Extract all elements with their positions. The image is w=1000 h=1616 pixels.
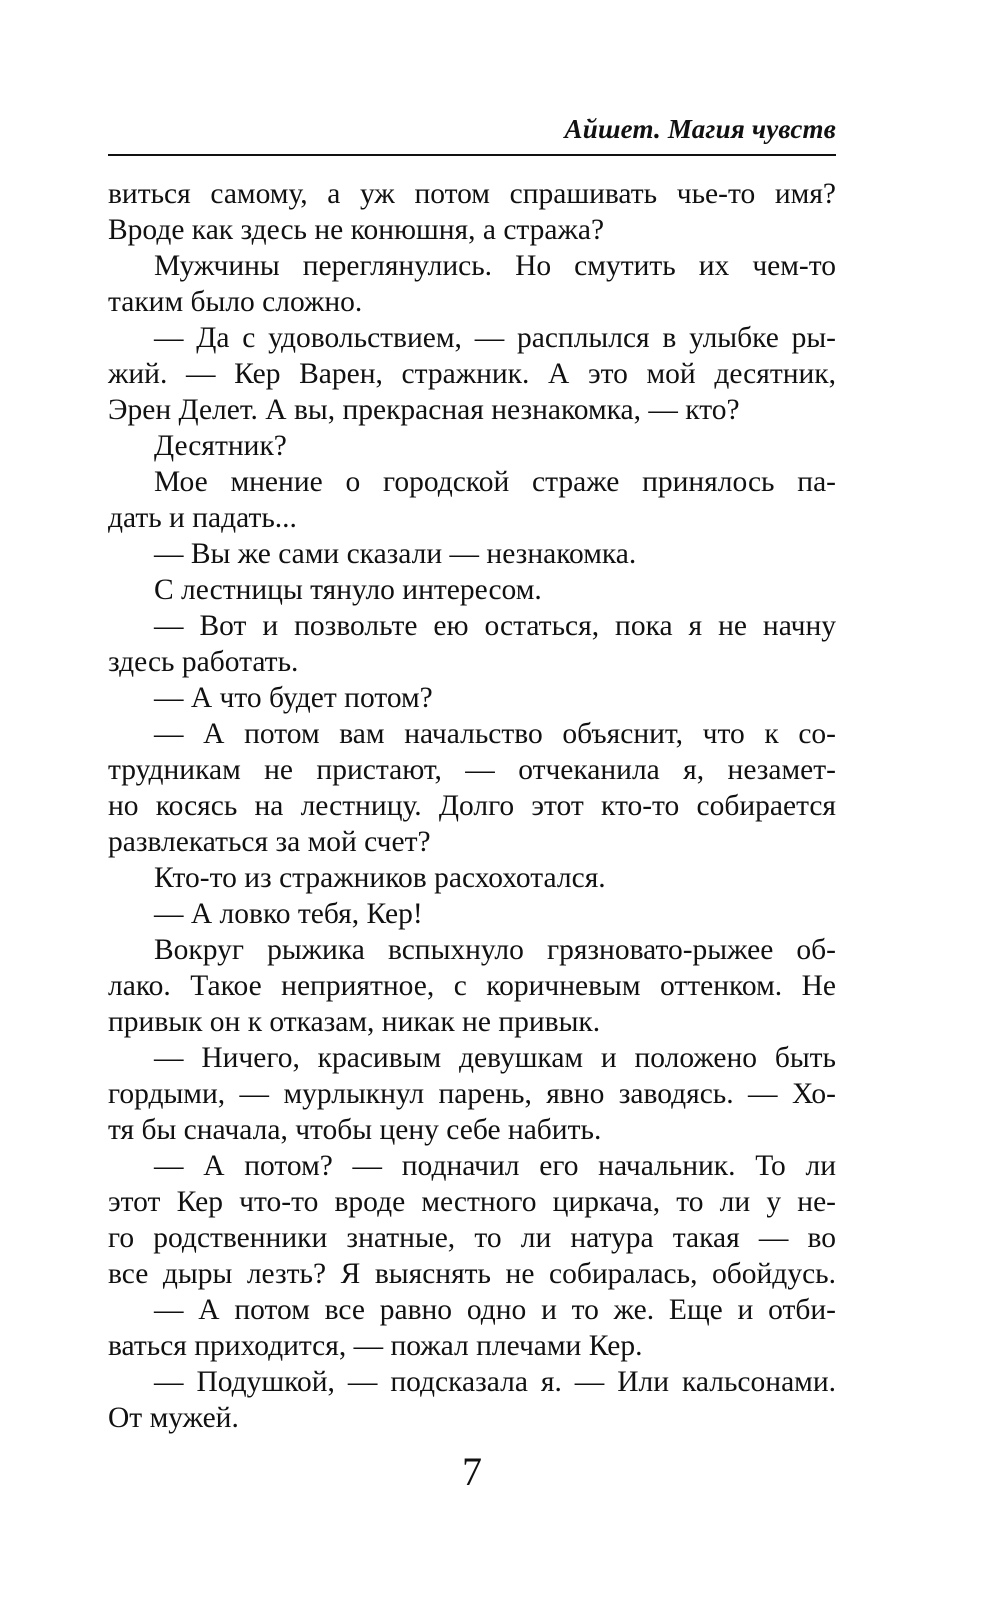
text-line: трудникам не пристают, — отчеканила я, незамет- xyxy=(108,754,836,786)
text-line: Эрен Делет. А вы, прекрасная незнакомка, — кто? xyxy=(108,394,740,426)
text-line: го родственники знатные, то ли натура такая — во xyxy=(108,1222,836,1254)
page-number: 7 xyxy=(462,1449,482,1494)
text-line: — А ловко тебя, Кер! xyxy=(154,898,423,930)
text-line: С лестницы тянуло интересом. xyxy=(154,574,542,606)
text-line: здесь работать. xyxy=(108,646,299,678)
text-line: Мое мнение о городской страже принялось па- xyxy=(154,466,836,498)
text-line: гордыми, — мурлыкнул парень, явно заводясь. — Хо- xyxy=(108,1078,836,1110)
text-line: жий. — Кер Варен, стражник. А это мой десятник, xyxy=(108,358,836,390)
text-line: тя бы сначала, чтобы цену себе набить. xyxy=(108,1114,602,1146)
text-line: Мужчины переглянулись. Но смутить их чем-то xyxy=(154,250,836,282)
text-line: привык он к отказам, никак не привык. xyxy=(108,1006,601,1038)
text-line: — Подушкой, — подсказала я. — Или кальсонами. xyxy=(154,1366,836,1398)
text-line: все дыры лезть? Я выяснять не собиралась, обойдусь. xyxy=(108,1258,836,1290)
text-line: лако. Такое неприятное, с коричневым оттенком. Не xyxy=(108,970,836,1002)
text-line: — Да с удовольствием, — расплылся в улыбке ры- xyxy=(154,322,836,354)
text-line: развлекаться за мой счет? xyxy=(108,826,431,858)
text-line: Десятник? xyxy=(154,430,287,462)
text-line: но косясь на лестницу. Долго этот кто-то собирается xyxy=(108,790,836,822)
text-line: — Вы же сами сказали — незнакомка. xyxy=(154,538,637,570)
text-line: дать и падать... xyxy=(108,502,297,534)
text-line: — Вот и позвольте ею остаться, пока я не начну xyxy=(154,610,836,642)
running-head: Айшет. Магия чувств xyxy=(564,114,836,144)
text-line: — А что будет потом? xyxy=(154,682,433,714)
body-text xyxy=(108,176,836,1436)
text-line: ваться приходится, — пожал плечами Кер. xyxy=(108,1330,643,1362)
text-line: — А потом? — подначил его начальник. То ли xyxy=(154,1150,836,1182)
text-line: виться самому, а уж потом спрашивать чье-то имя? xyxy=(108,178,836,210)
text-line: От мужей. xyxy=(108,1402,239,1434)
text-line: — Ничего, красивым девушкам и положено быть xyxy=(154,1042,836,1074)
text-line: — А потом вам начальство объяснит, что к со- xyxy=(154,718,836,750)
text-line: таким было сложно. xyxy=(108,286,363,318)
text-line: Вроде как здесь не конюшня, а стража? xyxy=(108,214,605,246)
text-line: Вокруг рыжика вспыхнуло грязновато-рыжее об- xyxy=(154,934,836,966)
header-rule xyxy=(108,154,836,156)
text-line: — А потом все равно одно и то же. Еще и отби- xyxy=(154,1294,836,1326)
text-line: Кто-то из стражников расхохотался. xyxy=(154,862,606,894)
text-line: этот Кер что-то вроде местного циркача, то ли у не- xyxy=(108,1186,836,1218)
